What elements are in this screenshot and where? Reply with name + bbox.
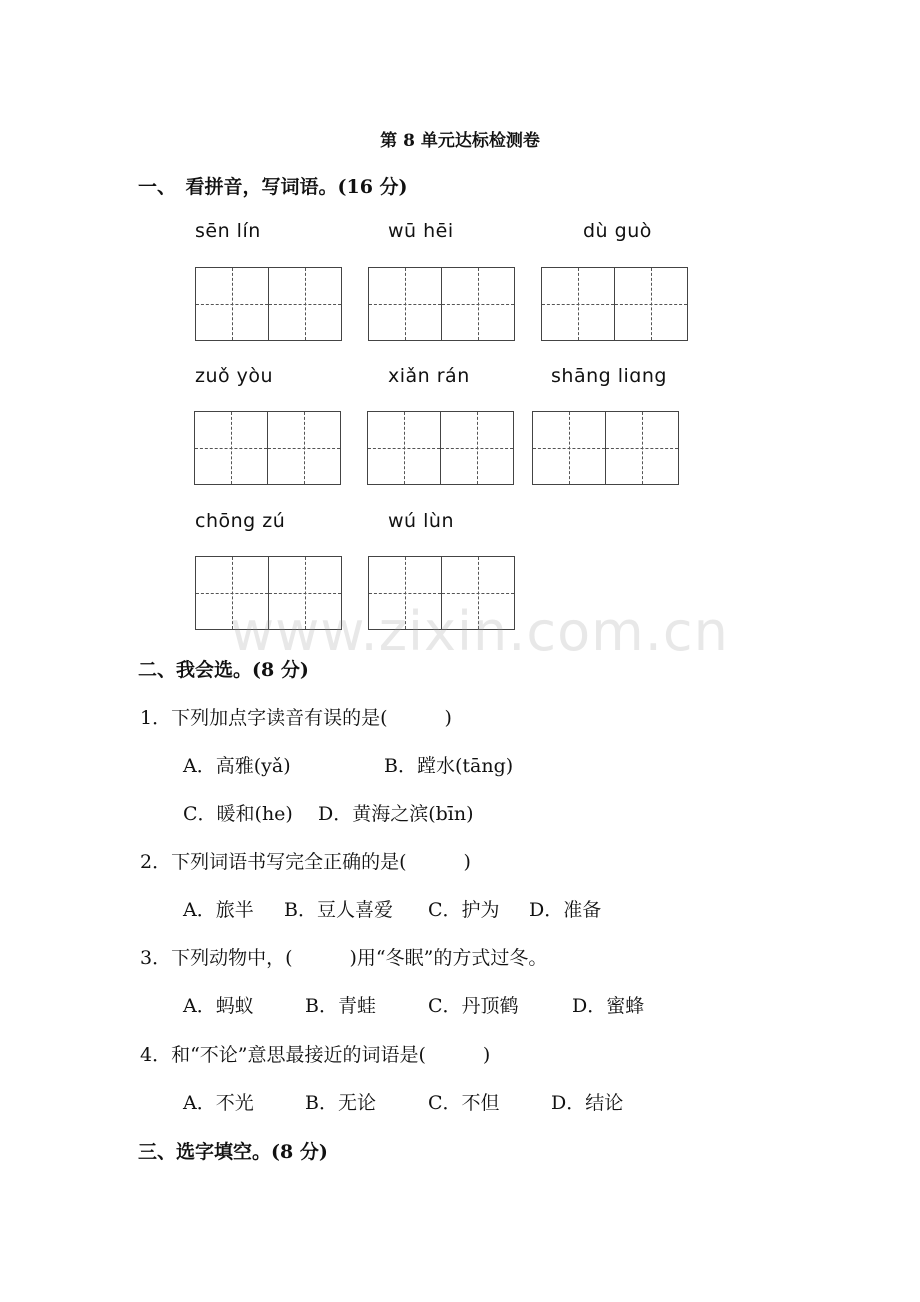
- pinyin-label: zuǒ yòu: [195, 365, 274, 387]
- option-c[interactable]: C．不但: [428, 1092, 500, 1114]
- section-2-heading: 二、我会选。(8 分): [138, 659, 309, 681]
- pinyin-label: chōng zú: [195, 510, 286, 532]
- section-3-heading: 三、选字填空。(8 分): [138, 1141, 328, 1163]
- writing-grid[interactable]: [368, 267, 515, 341]
- writing-grid[interactable]: [532, 411, 679, 485]
- option-b[interactable]: B．无论: [305, 1092, 376, 1114]
- question-stem: 3．下列动物中，( )用“冬眠”的方式过冬。: [140, 947, 548, 969]
- option-a[interactable]: A．不光: [183, 1092, 254, 1114]
- page-title: 第 8 单元达标检测卷: [380, 131, 540, 151]
- pinyin-label: xiǎn rán: [388, 365, 470, 387]
- pinyin-label: wū hēi: [388, 220, 454, 242]
- writing-grid[interactable]: [367, 411, 514, 485]
- pinyin-label: sēn lín: [195, 220, 261, 242]
- option-d[interactable]: D．准备: [529, 899, 602, 921]
- option-a[interactable]: A．旅半: [183, 899, 254, 921]
- option-d[interactable]: D．蜜蜂: [572, 995, 645, 1017]
- option-a[interactable]: A．高雅(yǎ): [183, 755, 291, 777]
- option-d[interactable]: D．结论: [551, 1092, 624, 1114]
- pinyin-label: dù guò: [583, 220, 652, 242]
- option-b[interactable]: B．青蛙: [305, 995, 376, 1017]
- question-stem: 2．下列词语书写完全正确的是( ): [140, 851, 471, 873]
- option-a[interactable]: A．蚂蚁: [183, 995, 254, 1017]
- pinyin-label: wú lùn: [388, 510, 454, 532]
- watermark: www.zixin.com.cn: [230, 600, 729, 663]
- writing-grid[interactable]: [194, 411, 341, 485]
- section-1-heading: 一、 看拼音，写词语。(16 分): [138, 176, 408, 198]
- option-c[interactable]: C．丹顶鹤: [428, 995, 519, 1017]
- option-b[interactable]: B．蹚水(tāng): [384, 755, 514, 777]
- writing-grid[interactable]: [541, 267, 688, 341]
- option-c[interactable]: C．护为: [428, 899, 500, 921]
- question-stem: 4．和“不论”意思最接近的词语是( ): [140, 1044, 491, 1066]
- option-c[interactable]: C．暖和(he): [183, 803, 293, 825]
- option-d[interactable]: D．黄海之滨(bīn): [318, 803, 474, 825]
- writing-grid[interactable]: [195, 267, 342, 341]
- pinyin-label: shāng liɑng: [551, 365, 667, 387]
- question-stem: 1．下列加点字读音有误的是( ): [140, 707, 452, 729]
- option-b[interactable]: B．豆人喜爱: [284, 899, 393, 921]
